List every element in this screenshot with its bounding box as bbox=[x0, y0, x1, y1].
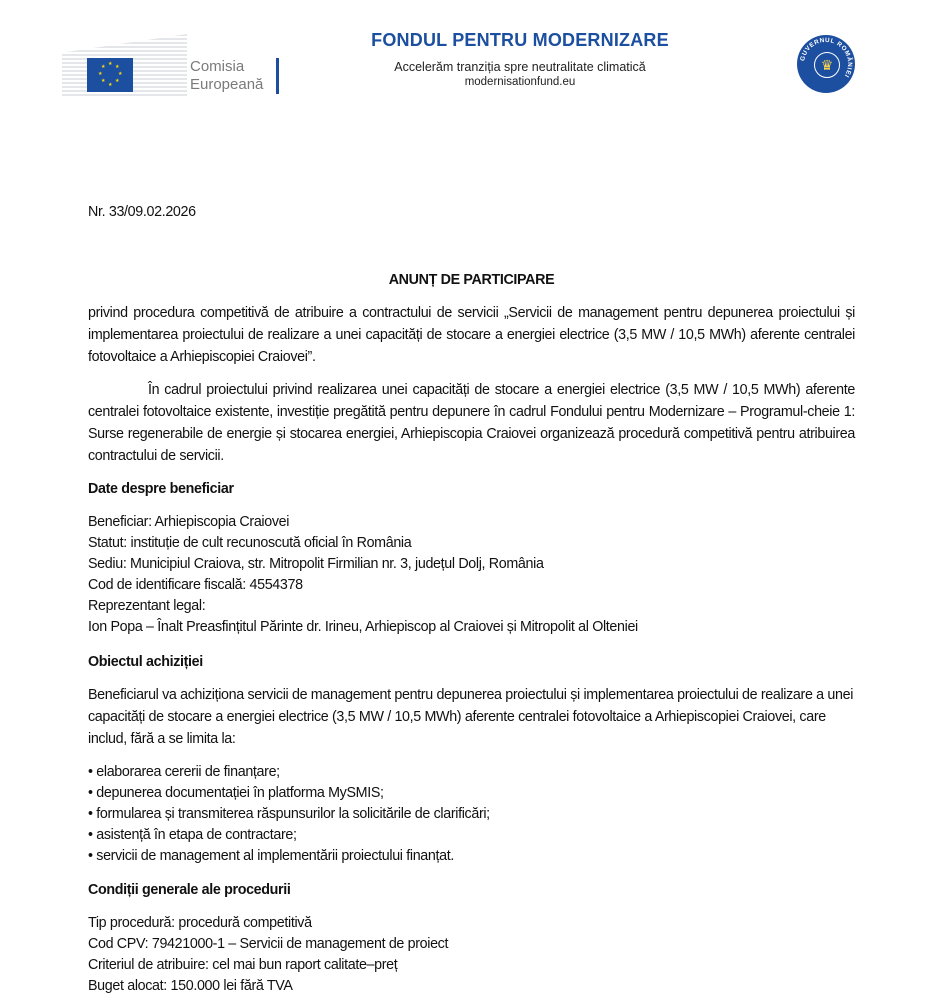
list-item: • servicii de management al implementării proiectului finanțat. bbox=[88, 848, 454, 864]
list-item: • depunerea documentației în platforma MySMIS; bbox=[88, 785, 384, 801]
beneficiary-details bbox=[88, 512, 855, 638]
context-paragraph: În cadrul proiectului privind realizarea unei capacități de stocare a energiei electrice (3,5 MW / 10,5 MWh) aferente centralei fotovoltaice existente, investiție pregătită pentru depunere în cadrul Fondului pentru Modernizare – Programul-cheie 1: Surse regenerabile de energie și stocarea energiei, Arhiepiscopia Craiovei organizează procedură competitivă pentru atribuirea contractului de servicii. bbox=[88, 382, 855, 464]
coat-of-arms-icon: ♛ bbox=[814, 52, 840, 78]
list-item: • formularea și transmiterea răspunsurilor la solicitările de clarificări; bbox=[88, 806, 490, 822]
beneficiary-line: Reprezentant legal: bbox=[88, 598, 206, 614]
beneficiary-line: Sediu: Municipiul Craiova, str. Mitropolit Firmilian nr. 3, județul Dolj, România bbox=[88, 556, 544, 572]
condition-line: Criteriul de atribuire: cel mai bun raport calitate–preț bbox=[88, 957, 398, 973]
document-title: ANUNȚ DE PARTICIPARE bbox=[388, 272, 555, 288]
object-paragraph: Beneficiarul va achiziționa servicii de management pentru depunerea proiectului și implementarea proiectului de realizare a unei capacități de stocare a energiei electrice (3,5 MW / 10,5 MWh) aferente centralei fotovoltaice a Arhiepiscopiei Craiovei, care includ, fără a se limita la: bbox=[88, 687, 854, 747]
beneficiary-heading: Date despre beneficiar bbox=[88, 481, 234, 497]
intro-paragraph: privind procedura competitivă de atribuire a contractului de servicii „Servicii de management pentru depunerea proiectului și implementarea proiectului de realizare a unei capacități de stocare a energiei electrice (3,5 MW / 10,5 MWh) aferente centralei fotovoltaice a Arhiepiscopiei Craiovei”. bbox=[88, 305, 855, 365]
fund-url: modernisationfund.eu bbox=[464, 76, 576, 88]
ec-logo-text bbox=[190, 58, 263, 94]
condition-line: Tip procedură: procedură competitivă bbox=[88, 915, 312, 931]
object-heading: Obiectul achiziției bbox=[88, 654, 203, 670]
beneficiary-line: Statut: instituție de cult recunoscută oficial în România bbox=[88, 535, 412, 551]
beneficiary-line: Ion Popa – Înalt Preasfințitul Părinte dr. Irineu, Arhiepiscop al Craiovei și Mitropolit al Olteniei bbox=[88, 619, 638, 635]
ec-line-2: Europeană bbox=[190, 76, 264, 93]
divider bbox=[276, 58, 279, 94]
european-commission-logo bbox=[62, 34, 282, 96]
fund-slogan: Accelerăm tranziția spre neutralitate climatică bbox=[394, 60, 646, 74]
list-item: • asistență în etapa de contractare; bbox=[88, 827, 297, 843]
eu-flag-icon: ★ ★ ★ ★ ★ ★ ★ ★ bbox=[87, 58, 133, 92]
seal-text: GUVERNUL ROMÂNIEI bbox=[799, 36, 854, 79]
condition-line: Cod CPV: 79421000-1 – Servicii de management de proiect bbox=[88, 936, 449, 952]
list-item: • elaborarea cererii de finanțare; bbox=[88, 764, 280, 780]
romanian-government-seal bbox=[797, 35, 855, 93]
conditions-heading: Condiții generale ale procedurii bbox=[88, 882, 291, 898]
fund-title: FONDUL PENTRU MODERNIZARE bbox=[371, 30, 669, 50]
condition-line: Buget alocat: 150.000 lei fără TVA bbox=[88, 978, 293, 994]
beneficiary-line: Beneficiar: Arhiepiscopia Craiovei bbox=[88, 514, 290, 530]
document-number: Nr. 33/09.02.2026 bbox=[88, 204, 196, 220]
conditions-details bbox=[88, 913, 855, 997]
ec-line-1: Comisia bbox=[190, 58, 245, 75]
letterhead bbox=[0, 0, 930, 110]
object-bullets bbox=[88, 762, 855, 867]
beneficiary-line: Cod de identificare fiscală: 4554378 bbox=[88, 577, 303, 593]
modernisation-fund-logo bbox=[330, 30, 710, 88]
